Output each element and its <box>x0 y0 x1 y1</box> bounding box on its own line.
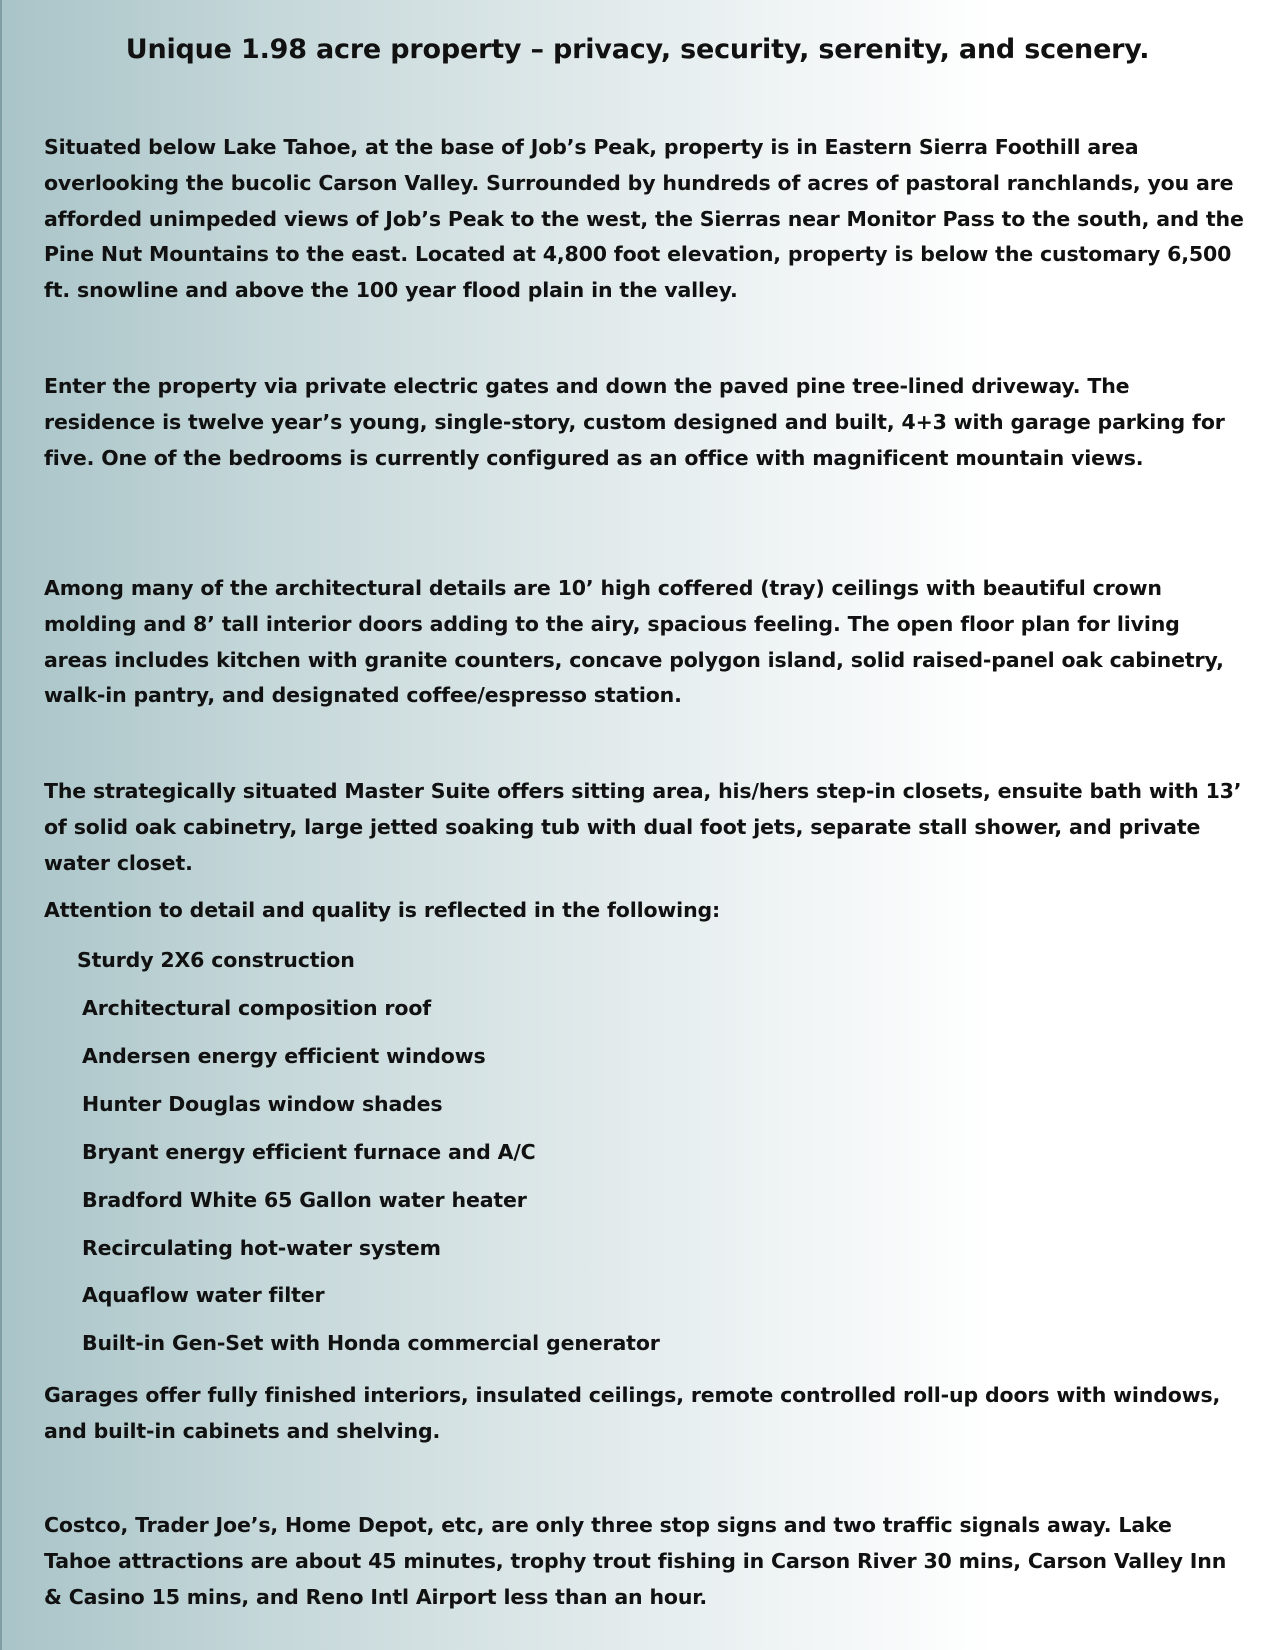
feature-item: Architectural composition roof <box>82 996 432 1020</box>
garages-paragraph: Garages offer fully finished interiors, insulated ceilings, remote controlled roll-up doors with windows, and built-in cabinets and shelving. <box>44 1383 1221 1443</box>
feature-item: Andersen energy efficient windows <box>82 1044 486 1068</box>
feature-item: Bryant energy efficient furnace and A/C <box>82 1140 536 1164</box>
feature-item: Bradford White 65 Gallon water heater <box>82 1188 527 1212</box>
feature-item: Sturdy 2X6 construction <box>77 948 355 972</box>
nearby-paragraph: Costco, Trader Joe’s, Home Depot, etc, are only three stop signs and two traffic signals away. Lake Tahoe attractions are about 45 minutes, trophy trout fishing in Carson River 30 mins, Carson Valley Inn & Casino 15 mins, and Reno Intl Airport less than an hour. <box>44 1513 1227 1609</box>
master-suite-paragraph: The strategically situated Master Suite offers sitting area, his/hers step-in closets, ensuite bath with 13’ of solid oak cabinetry, large jetted soaking tub with dual foot jets, separate stall shower, and private water closet. <box>44 779 1242 875</box>
page-left-border <box>0 0 2 1650</box>
entry-paragraph: Enter the property via private electric gates and down the paved pine tree-lined driveway. The residence is twelve year’s young, single-story, custom designed and built, 4+3 with garage parking for five. One of the bedrooms is currently configured as an office with magnificent mountain views. <box>44 374 1225 470</box>
feature-item: Hunter Douglas window shades <box>82 1092 443 1116</box>
architecture-paragraph: Among many of the architectural details are 10’ high coffered (tray) ceilings with beautiful crown molding and 8’ tall interior doors adding to the airy, spacious feeling. The open floor plan for living areas includes kitchen with granite counters, concave polygon island, solid raised-panel oak cabinetry, walk-in pantry, and designated coffee/espresso station. <box>44 576 1224 708</box>
location-paragraph: Situated below Lake Tahoe, at the base of Job’s Peak, property is in Eastern Sierra Foothill area overlooking the bucolic Carson Valley. Surrounded by hundreds of acres of pastoral ranchlands, you are afforded unimpeded views of Job’s Peak to the west, the Sierras near Monitor Pass to the south, and the Pine Nut Mountains to the east. Located at 4,800 foot elevation, property is below the customary 6,500 ft. snowline and above the 100 year flood plain in the valley. <box>44 135 1244 303</box>
feature-item: Aquaflow water filter <box>82 1283 325 1307</box>
feature-item: Recirculating hot-water system <box>82 1236 441 1260</box>
attention-paragraph: Attention to detail and quality is reflected in the following: <box>44 898 721 922</box>
feature-item: Built-in Gen-Set with Honda commercial generator <box>82 1331 660 1355</box>
page-title: Unique 1.98 acre property – privacy, security, serenity, and scenery. <box>125 34 1150 65</box>
